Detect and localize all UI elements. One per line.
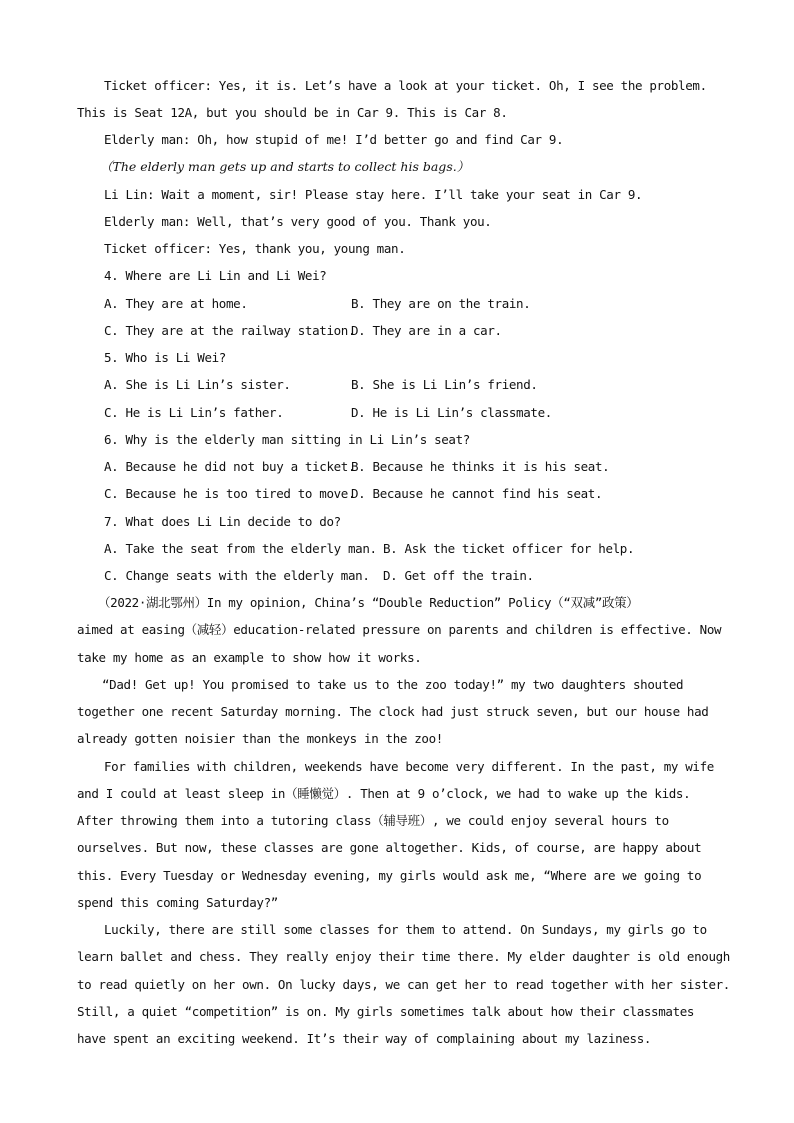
stage-direction: （The elderly man gets up and starts to collect his bags.） xyxy=(100,159,470,174)
passage-line: have spent an exciting weekend. It’s their way of complaining about my laziness. xyxy=(77,1031,652,1046)
question-stem: 7. What does Li Lin decide to do? xyxy=(104,514,341,529)
option-d: D. Get off the train. xyxy=(383,568,534,583)
dialogue-line: Elderly man: Well, that’s very good of you. Thank you. xyxy=(104,214,492,229)
passage-line: already gotten noisier than the monkeys in the zoo! xyxy=(77,731,443,746)
dialogue-line: This is Seat 12A, but you should be in Car 9. This is Car 8. xyxy=(77,105,508,120)
option-c: C. Change seats with the elderly man. xyxy=(104,568,370,583)
passage-line: （2022·湖北鄂州）In my opinion, China’s “Double Reduction” Policy（“双减”政策） xyxy=(98,595,639,610)
passage-line: ourselves. But now, these classes are gone altogether. Kids, of course, are happy about xyxy=(77,840,702,855)
option-d: D. Because he cannot find his seat. xyxy=(351,486,603,501)
question-stem: 6. Why is the elderly man sitting in Li Lin’s seat? xyxy=(104,432,470,447)
passage-line: Still, a quiet “competition” is on. My girls sometimes talk about how their classmates xyxy=(77,1004,695,1019)
option-c: C. They are at the railway station. xyxy=(104,323,356,338)
dialogue-line: Li Lin: Wait a moment, sir! Please stay here. I’ll take your seat in Car 9. xyxy=(104,187,643,202)
option-c: C. Because he is too tired to move. xyxy=(104,486,356,501)
option-a: A. Because he did not buy a ticket. xyxy=(104,459,356,474)
passage-line: spend this coming Saturday?” xyxy=(77,895,278,910)
question-stem: 5. Who is Li Wei? xyxy=(104,350,226,365)
passage-line: For families with children, weekends have become very different. In the past, my wife xyxy=(104,759,714,774)
passage-line: to read quietly on her own. On lucky days, we can get her to read together with her sister. xyxy=(77,977,730,992)
passage-line: take my home as an example to show how it works. xyxy=(77,650,422,665)
passage-line: “Dad! Get up! You promised to take us to the zoo today!” my two daughters shouted xyxy=(102,677,684,692)
passage-line: together one recent Saturday morning. The clock had just struck seven, but our house had xyxy=(77,704,709,719)
passage-line: After throwing them into a tutoring class（辅导班）, we could enjoy several hours to xyxy=(77,813,669,828)
option-b: B. Because he thinks it is his seat. xyxy=(351,459,610,474)
option-b: B. Ask the ticket officer for help. xyxy=(383,541,635,556)
option-c: C. He is Li Lin’s father. xyxy=(104,405,284,420)
passage-line: this. Every Tuesday or Wednesday evening, my girls would ask me, “Where are we going to xyxy=(77,868,702,883)
passage-line: and I could at least sleep in（睡懒觉）. Then at 9 o’clock, we had to wake up the kids. xyxy=(77,786,691,801)
option-a: A. Take the seat from the elderly man. xyxy=(104,541,377,556)
question-stem: 4. Where are Li Lin and Li Wei? xyxy=(104,268,327,283)
passage-line: Luckily, there are still some classes for them to attend. On Sundays, my girls go to xyxy=(104,922,707,937)
option-a: A. She is Li Lin’s sister. xyxy=(104,377,291,392)
option-a: A. They are at home. xyxy=(104,296,248,311)
dialogue-line: Ticket officer: Yes, it is. Let’s have a look at your ticket. Oh, I see the problem. xyxy=(104,78,707,93)
option-d: D. They are in a car. xyxy=(351,323,502,338)
passage-line: learn ballet and chess. They really enjoy their time there. My elder daughter is old enough xyxy=(77,949,730,964)
dialogue-line: Elderly man: Oh, how stupid of me! I’d better go and find Car 9. xyxy=(104,132,564,147)
dialogue-line: Ticket officer: Yes, thank you, young man. xyxy=(104,241,406,256)
option-b: B. They are on the train. xyxy=(351,296,531,311)
option-b: B. She is Li Lin’s friend. xyxy=(351,377,538,392)
option-d: D. He is Li Lin’s classmate. xyxy=(351,405,552,420)
passage-line: aimed at easing（减轻）education-related pressure on parents and children is effective. Now xyxy=(77,622,722,637)
